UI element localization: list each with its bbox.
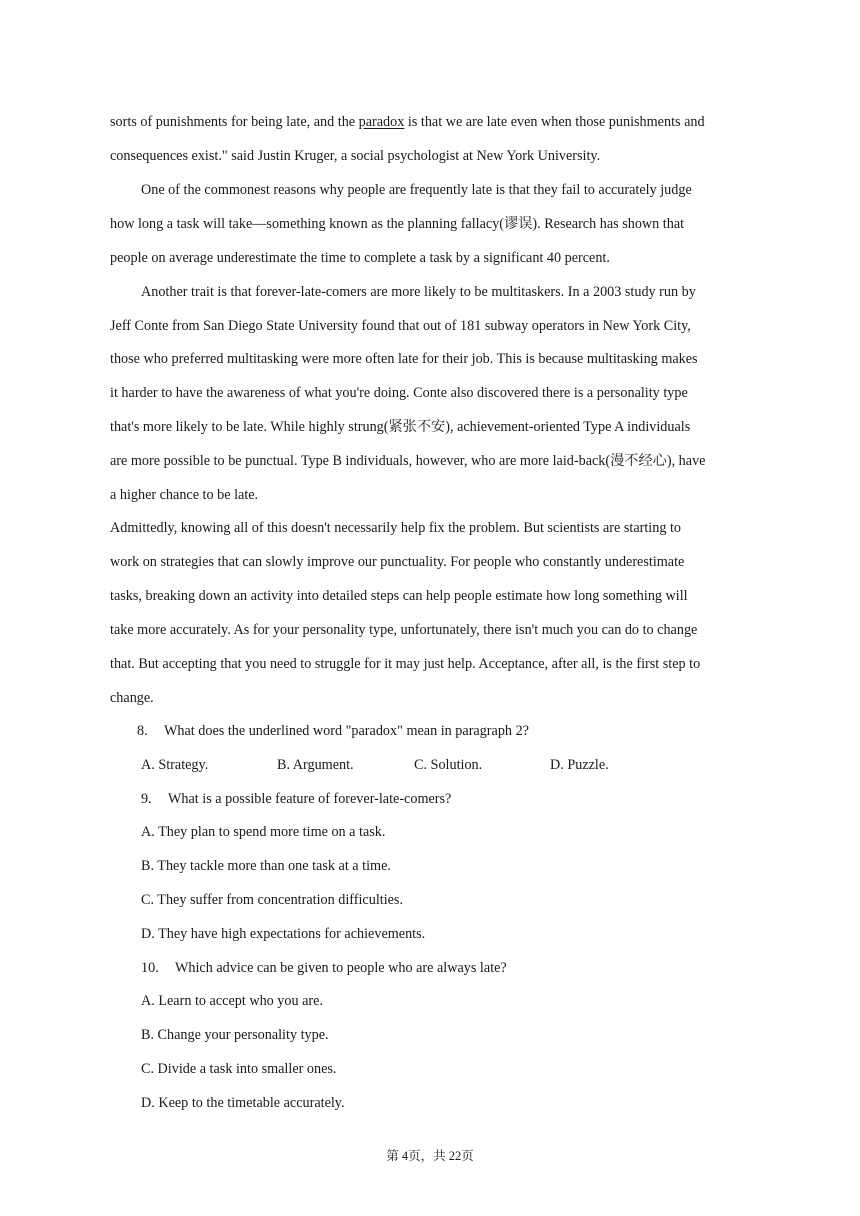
- passage-line: take more accurately. As for your personality type, unfortunately, there isn't much you can do to change: [110, 622, 698, 638]
- passage-line: how long a task will take—something known as the planning fallacy(谬误). Research has shown that: [110, 216, 685, 232]
- option-b[interactable]: B. Change your personality type.: [141, 1027, 329, 1043]
- question-text: What does the underlined word "paradox" mean in paragraph 2?: [164, 723, 529, 739]
- option-a[interactable]: A. Strategy.: [141, 757, 209, 773]
- passage-line: it harder to have the awareness of what you're doing. Conte also discovered there is a personality type: [110, 385, 688, 401]
- option-a[interactable]: A. Learn to accept who you are.: [141, 993, 323, 1009]
- option-a[interactable]: A. They plan to spend more time on a task.: [141, 824, 386, 840]
- option-b[interactable]: B. They tackle more than one task at a time.: [141, 858, 391, 874]
- passage-line: people on average underestimate the time to complete a task by a significant 40 percent.: [110, 250, 610, 266]
- passage-line: are more possible to be punctual. Type B individuals, however, who are more laid-back(漫不经心), have: [110, 453, 706, 469]
- passage-line: Admittedly, knowing all of this doesn't necessarily help fix the problem. But scientists are starting to: [110, 520, 682, 536]
- passage-line: work on strategies that can slowly improve our punctuality. For people who constantly underestimate: [110, 554, 685, 570]
- option-b[interactable]: B. Argument.: [277, 757, 354, 773]
- option-c[interactable]: C. Divide a task into smaller ones.: [141, 1061, 337, 1077]
- passage-line: [110, 112, 770, 132]
- option-c[interactable]: C. They suffer from concentration difficulties.: [141, 892, 404, 908]
- question-text: What is a possible feature of forever-late-comers?: [168, 791, 452, 807]
- question-number: 8.: [137, 723, 148, 739]
- text-span: sorts of punishments for being late, and the: [110, 114, 359, 130]
- passage-line: that. But accepting that you need to struggle for it may just help. Acceptance, after all, is the first step to: [110, 656, 701, 672]
- option-d[interactable]: D. Keep to the timetable accurately.: [141, 1095, 345, 1111]
- option-d[interactable]: D. They have high expectations for achievements.: [141, 926, 426, 942]
- underlined-word-paradox: paradox: [358, 114, 405, 130]
- option-d[interactable]: D. Puzzle.: [550, 757, 609, 773]
- page-footer: 第 4页，共 22页: [386, 1149, 474, 1163]
- question-8-stem: [137, 721, 797, 741]
- passage-line: those who preferred multitasking were more often late for their job. This is because multitasking makes: [110, 351, 698, 367]
- question-number: 9.: [141, 791, 152, 807]
- passage-line: that's more likely to be late. While highly strung(紧张不安), achievement-oriented Type A individuals: [110, 419, 691, 435]
- question-text: Which advice can be given to people who are always late?: [175, 960, 507, 976]
- option-c[interactable]: C. Solution.: [414, 757, 483, 773]
- question-number: 10.: [141, 960, 159, 976]
- question-10-stem: [141, 958, 801, 978]
- passage-line: tasks, breaking down an activity into detailed steps can help people estimate how long something will: [110, 588, 688, 604]
- passage-line: consequences exist." said Justin Kruger, a social psychologist at New York University.: [110, 148, 601, 164]
- passage-line: Another trait is that forever-late-comers are more likely to be multitaskers. In a 2003 study run by: [141, 284, 696, 300]
- passage-line: Jeff Conte from San Diego State University found that out of 181 subway operators in New York City,: [110, 318, 691, 334]
- passage-line: One of the commonest reasons why people are frequently late is that they fail to accurately judge: [141, 182, 692, 198]
- text-span: is that we are late even when those punishments and: [404, 114, 705, 130]
- question-9-stem: [141, 789, 801, 809]
- passage-line: change.: [110, 690, 154, 706]
- passage-line: a higher chance to be late.: [110, 487, 259, 503]
